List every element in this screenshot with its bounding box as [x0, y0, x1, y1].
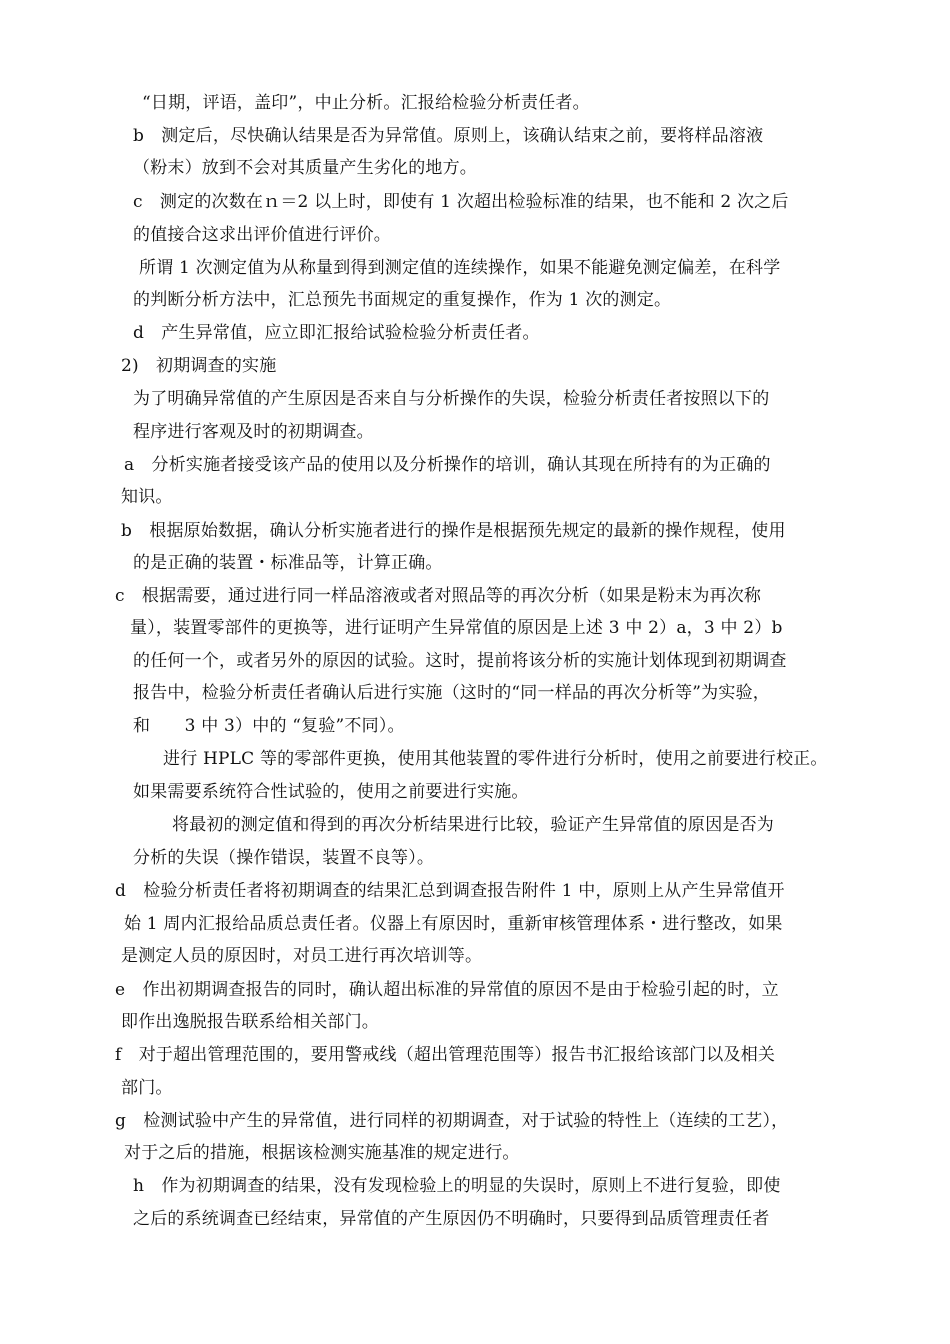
text-line: d 检验分析责任者将初期调查的结果汇总到调查报告附件 1 中，原则上从产生异常值开 [115, 881, 785, 901]
text-line: 分析的失误（操作错误，装置不良等）。 [133, 848, 435, 868]
text-line: 始 1 周内汇报给品质总责任者。仪器上有原因时，重新审核管理体系・进行整改，如果 [124, 914, 783, 934]
text-line: 和 3 中 3）中的 “复验”不同）。 [133, 716, 405, 736]
text-line: 部门。 [121, 1078, 173, 1098]
text-line: 所谓 1 次测定值为从称量到得到测定值的连续操作，如果不能避免测定偏差，在科学 [139, 258, 781, 278]
text-line: 将最初的测定值和得到的再次分析结果进行比较，验证产生异常值的原因是否为 [172, 815, 774, 835]
text-line: 是测定人员的原因时，对员工进行再次培训等。 [121, 946, 483, 966]
text-line: 如果需要系统符合性试验的，使用之前要进行实施。 [133, 782, 529, 802]
text-line: 报告中，检验分析责任者确认后进行实施（这时的“同一样品的再次分析等”为实验， [133, 683, 770, 703]
text-line: b 测定后，尽快确认结果是否为异常值。原则上，该确认结束之前，要将样品溶液 [133, 126, 764, 146]
text-line: 进行 HPLC 等的零部件更换，使用其他装置的零件进行分析时，使用之前要进行校正。 [163, 749, 828, 769]
text-line: 为了明确异常值的产生原因是否来自与分析操作的失误，检验分析责任者按照以下的 [133, 389, 770, 409]
text-line: 程序进行客观及时的初期调查。 [133, 422, 374, 442]
text-line: 对于之后的措施，根据该检测实施基准的规定进行。 [124, 1143, 520, 1163]
text-line: h 作为初期调查的结果，没有发现检验上的明显的失误时，原则上不进行复验，即使 [133, 1176, 781, 1196]
text-line: 即作出逸脱报告联系给相关部门。 [121, 1012, 379, 1032]
section-heading: 2) 初期调查的实施 [121, 356, 277, 376]
text-line: 的值接合这求出评价值进行评价。 [133, 225, 391, 245]
text-line: c 测定的次数在ｎ＝2 以上时，即使有 1 次超出检验标准的结果，也不能和 2 次之后 [133, 192, 789, 212]
text-line: d 产生异常值，应立即汇报给试验检验分析责任者。 [133, 323, 540, 343]
text-line: 的任何一个，或者另外的原因的试验。这时，提前将该分析的实施计划体现到初期调查 [133, 651, 787, 671]
text-line: 的判断分析方法中，汇总预先书面规定的重复操作，作为 1 次的测定。 [133, 290, 672, 310]
text-line: e 作出初期调查报告的同时，确认超出标准的异常值的原因不是由于检验引起的时，立 [115, 980, 779, 1000]
text-line: b 根据原始数据，确认分析实施者进行的操作是根据预先规定的最新的操作规程，使用 [121, 521, 786, 541]
text-line: （粉末）放到不会对其质量产生劣化的地方。 [133, 158, 477, 178]
text-line: 量），装置零部件的更换等，进行证明产生异常值的原因是上述 3 中 2）a，3 中 2）b [130, 618, 783, 638]
text-line: 的是正确的装置・标准品等，计算正确。 [133, 553, 443, 573]
text-line: 知识。 [121, 487, 173, 507]
text-line: 之后的系统调查已经结束，异常值的产生原因仍不明确时，只要得到品质管理责任者 [133, 1209, 770, 1229]
text-line: c 根据需要，通过进行同一样品溶液或者对照品等的再次分析（如果是粉末为再次称 [115, 586, 762, 606]
text-line: a 分析实施者接受该产品的使用以及分析操作的培训，确认其现在所持有的为正确的 [124, 455, 771, 475]
text-line: f 对于超出管理范围的，要用警戒线（超出管理范围等）报告书汇报给该部门以及相关 [115, 1045, 776, 1065]
text-line: g 检测试验中产生的异常值，进行同样的初期调查，对于试验的特性上（连续的工艺）， [115, 1111, 789, 1131]
text-line: “日期，评语，盖印”，中止分析。汇报给检验分析责任者。 [142, 93, 590, 113]
